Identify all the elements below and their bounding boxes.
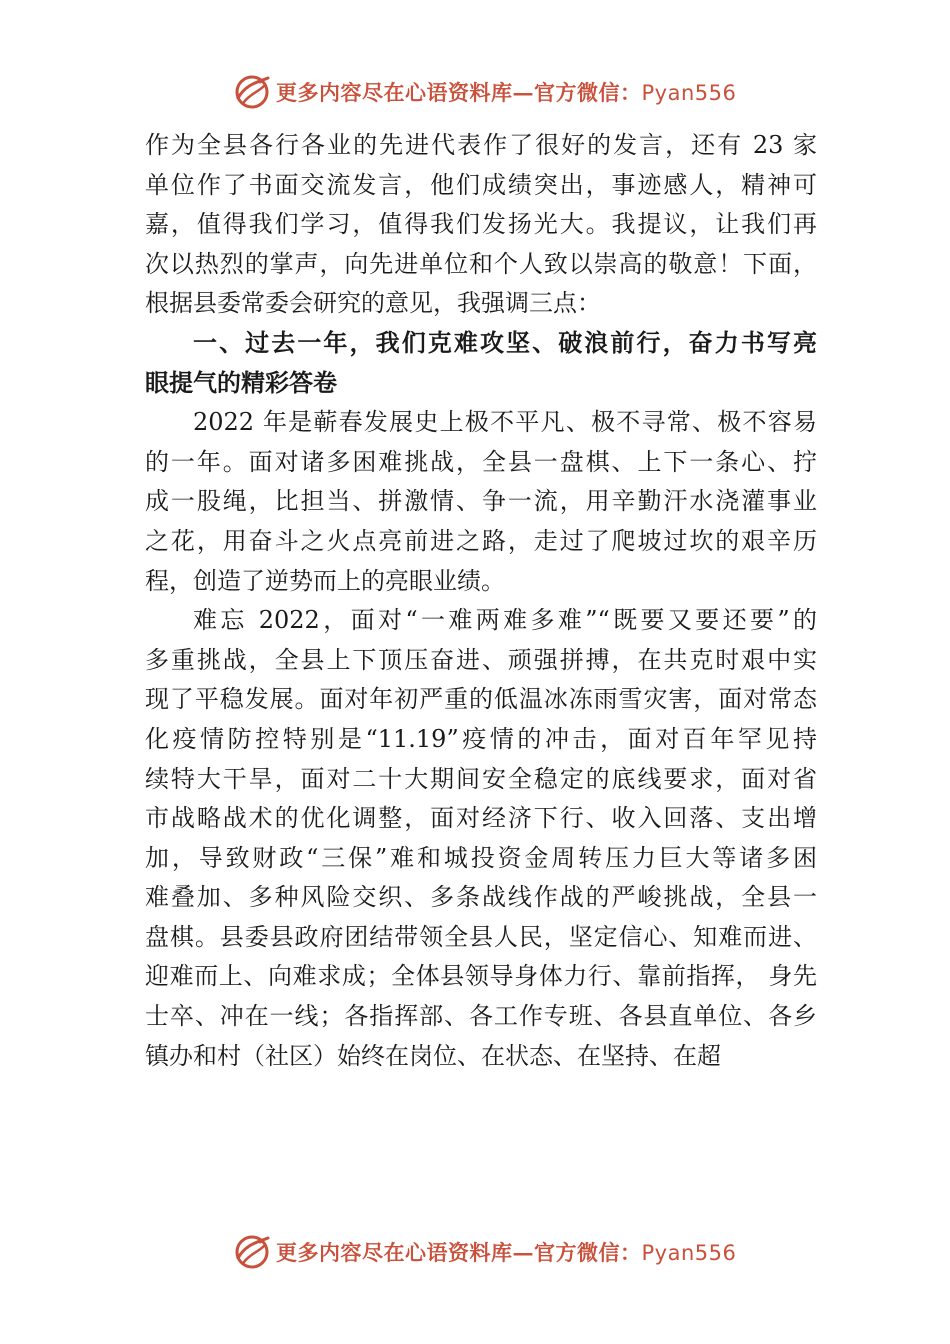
body-line: 镇办和村（社区）始终在岗位、在状态、在坚持、在超: [145, 1041, 721, 1070]
section-heading: 一、过去一年，我们克难攻坚、破浪前行，奋力书写亮: [193, 328, 817, 357]
body-line: 迎难而上、向难求成；全体县领导身体力行、靠前指挥， 身先: [145, 962, 817, 991]
body-line: 次以热烈的掌声，向先进单位和个人致以崇高的敬意！下面，: [145, 249, 817, 278]
section-heading: 眼提气的精彩答卷: [145, 368, 337, 397]
body-line: 程，创造了逆势而上的亮眼业绩。: [145, 566, 505, 595]
body-line: 现了平稳发展。面对年初严重的低温冰冻雨雪灾害，面对常态: [145, 685, 817, 714]
document-body: [145, 126, 817, 1076]
watermark-id: Pyan556: [641, 1241, 737, 1265]
body-line: 市战略战术的优化调整，面对经济下行、收入回落、支出增: [145, 804, 817, 833]
body-line: 的一年。面对诸多困难挑战，全县一盘棋、上下一条心、拧: [145, 447, 817, 476]
footer-watermark: [232, 1232, 736, 1272]
body-line: 作为全县各行各业的先进代表作了很好的发言，还有 23 家: [145, 131, 817, 159]
body-line: 成一股绳，比担当、拼激情、争一流，用辛勤汗水浇灌事业: [145, 487, 817, 516]
body-line: 加，导致财政“三保”难和城投资金周转压力巨大等诸多困: [145, 843, 817, 872]
body-line: 化疫情防控特别是“11.19”疫情的冲击，面对百年罕见持: [145, 724, 817, 753]
body-line: 根据县委常委会研究的意见，我强调三点：: [145, 289, 601, 318]
body-line: 难叠加、多种风险交织、多条战线作战的严峻挑战，全县一: [145, 883, 817, 912]
watermark-id: Pyan556: [641, 81, 737, 105]
body-line: 士卒、冲在一线；各指挥部、各工作专班、各县直单位、各乡: [145, 1002, 817, 1031]
body-line: 嘉，值得我们学习，值得我们发扬光大。我提议，让我们再: [145, 210, 817, 239]
brand-logo-icon: [232, 1232, 272, 1272]
header-watermark: [232, 72, 736, 112]
body-line: 盘棋。县委县政府团结带领全县人民，坚定信心、知难而进、: [145, 922, 817, 951]
body-line: 多重挑战，全县上下顶压奋进、顽强拼搏，在共克时艰中实: [145, 645, 817, 674]
body-line: 单位作了书面交流发言，他们成绩突出，事迹感人，精神可: [145, 170, 817, 199]
brand-logo-icon: [232, 72, 272, 112]
body-line: 难忘 2022，面对“一难两难多难”“既要又要还要”的: [193, 606, 817, 635]
watermark-text: 更多内容尽在心语资料库—官方微信：Pyan556: [276, 80, 737, 105]
body-line: 续特大干旱，面对二十大期间安全稳定的底线要求，面对省: [145, 764, 817, 793]
body-line: 2022 年是蕲春发展史上极不平凡、极不寻常、极不容易: [193, 408, 817, 437]
watermark-text: 更多内容尽在心语资料库—官方微信：Pyan556: [276, 1240, 737, 1265]
body-line: 之花，用奋斗之火点亮前进之路，走过了爬坡过坎的艰辛历: [145, 526, 817, 555]
